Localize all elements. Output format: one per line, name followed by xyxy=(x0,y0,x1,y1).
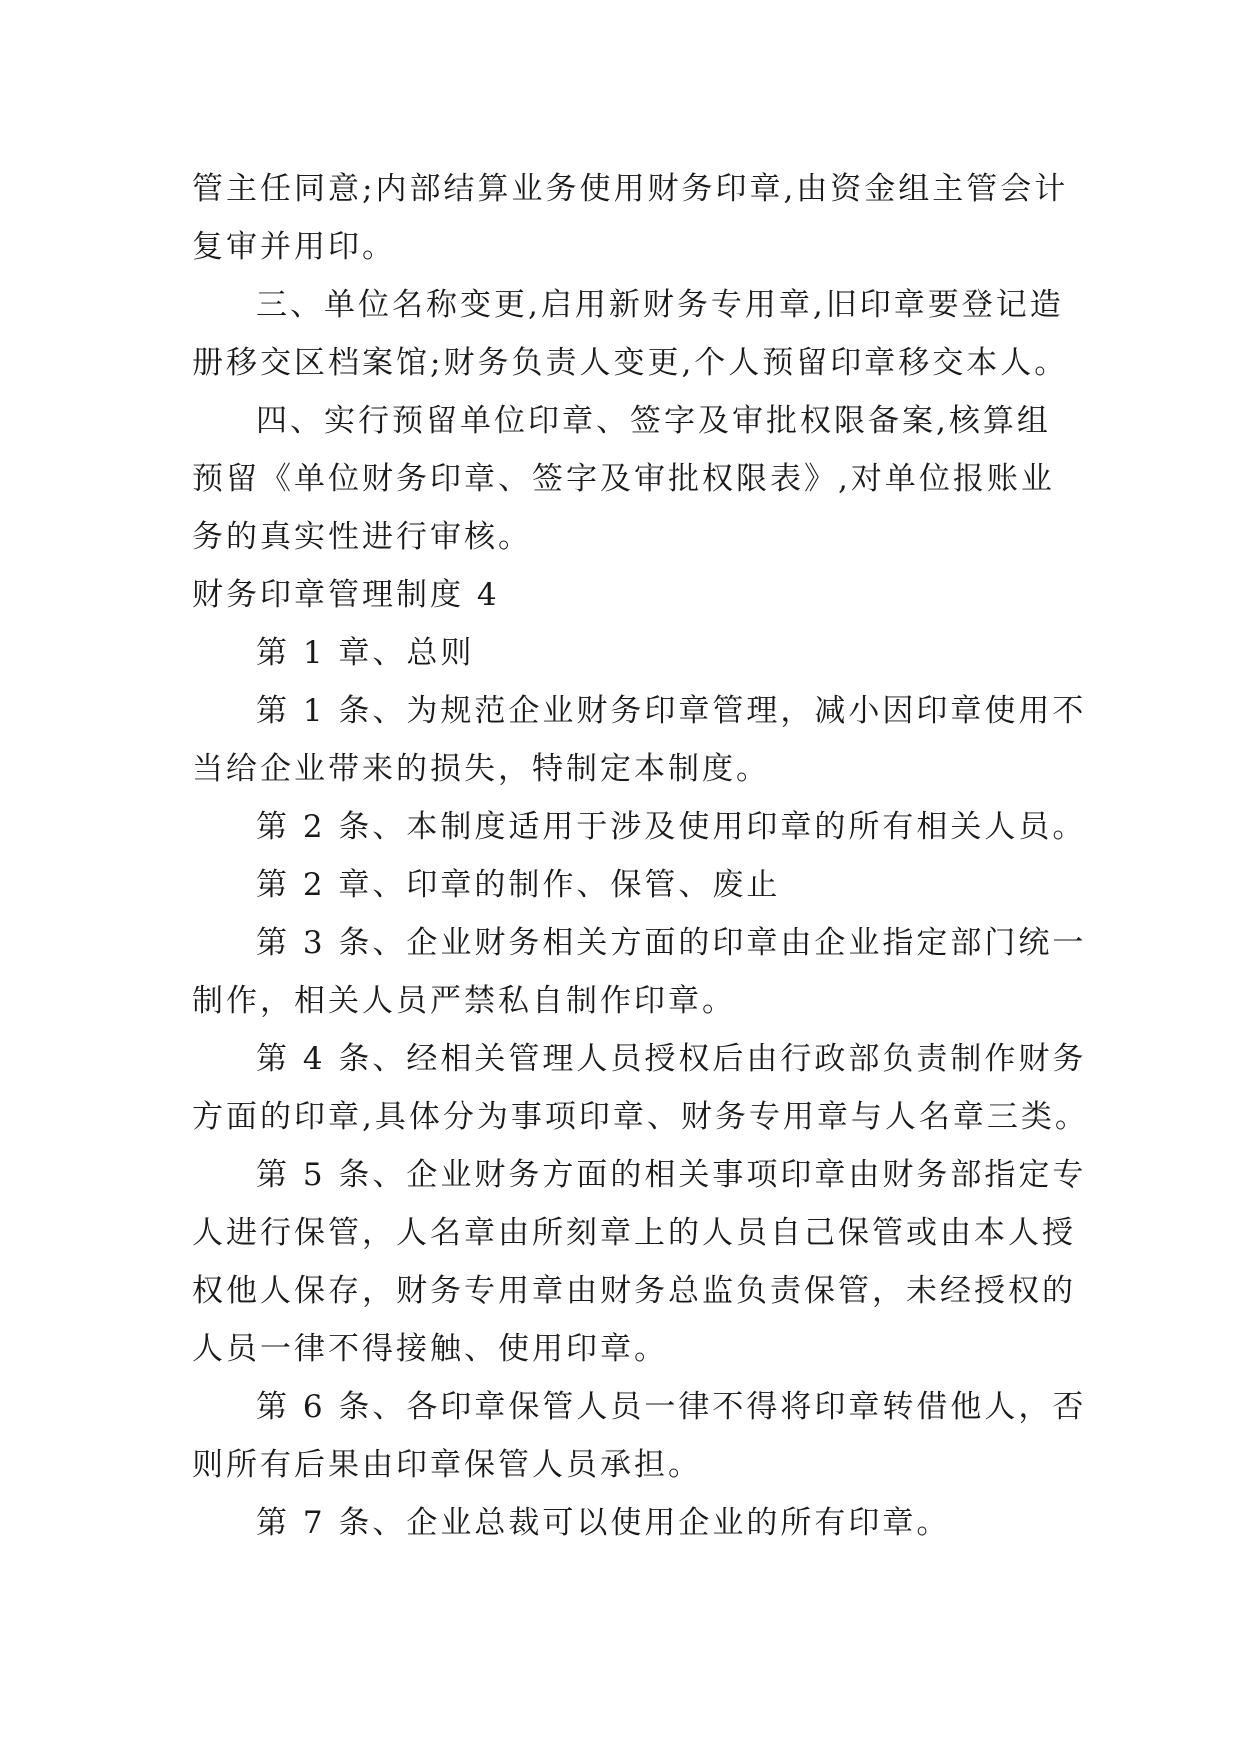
text-line: 务的真实性进行审核。 xyxy=(192,519,532,555)
text-line: 第 1 条、为规范企业财务印章管理，减小因印章使用不 xyxy=(256,693,1087,729)
chapter-heading: 第 1 章、总则 xyxy=(256,635,475,671)
text-line: 人进行保管，人名章由所刻章上的人员自己保管或由本人授 xyxy=(192,1215,1076,1251)
text-line: 人员一律不得接触、使用印章。 xyxy=(192,1331,668,1367)
text-line: 复审并用印。 xyxy=(192,229,396,265)
text-line: 册移交区档案馆;财务负责人变更,个人预留印章移交本人。 xyxy=(192,345,1069,381)
chapter-heading: 第 2 章、印章的制作、保管、废止 xyxy=(256,867,781,903)
document-body xyxy=(192,160,1089,1552)
text-line: 则所有后果由印章保管人员承担。 xyxy=(192,1447,702,1483)
text-line: 第 6 条、各印章保管人员一律不得将印章转借他人，否 xyxy=(256,1389,1087,1425)
text-line: 当给企业带来的损失，特制定本制度。 xyxy=(192,751,770,787)
section-title: 财务印章管理制度 4 xyxy=(192,577,500,613)
text-line: 预留《单位财务印章、签字及审批权限表》,对单位报账业 xyxy=(192,461,1055,497)
text-line: 制作，相关人员严禁私自制作印章。 xyxy=(192,983,736,1019)
text-line: 第 2 条、本制度适用于涉及使用印章的所有相关人员。 xyxy=(256,809,1087,845)
text-line: 第 5 条、企业财务方面的相关事项印章由财务部指定专 xyxy=(256,1157,1087,1193)
text-line: 方面的印章,具体分为事项印章、财务专用章与人名章三类。 xyxy=(192,1099,1089,1135)
text-line: 三、单位名称变更,启用新财务专用章,旧印章要登记造 xyxy=(256,287,1064,323)
text-line: 权他人保存，财务专用章由财务总监负责保管，未经授权的 xyxy=(192,1273,1076,1309)
text-line: 四、实行预留单位印章、签字及审批权限备案,核算组 xyxy=(256,403,1051,439)
text-line: 第 3 条、企业财务相关方面的印章由企业指定部门统一 xyxy=(256,925,1087,961)
text-line: 第 7 条、企业总裁可以使用企业的所有印章。 xyxy=(256,1505,951,1541)
text-line: 管主任同意;内部结算业务使用财务印章,由资金组主管会计 xyxy=(192,171,1069,207)
text-line: 第 4 条、经相关管理人员授权后由行政部负责制作财务 xyxy=(256,1041,1087,1077)
